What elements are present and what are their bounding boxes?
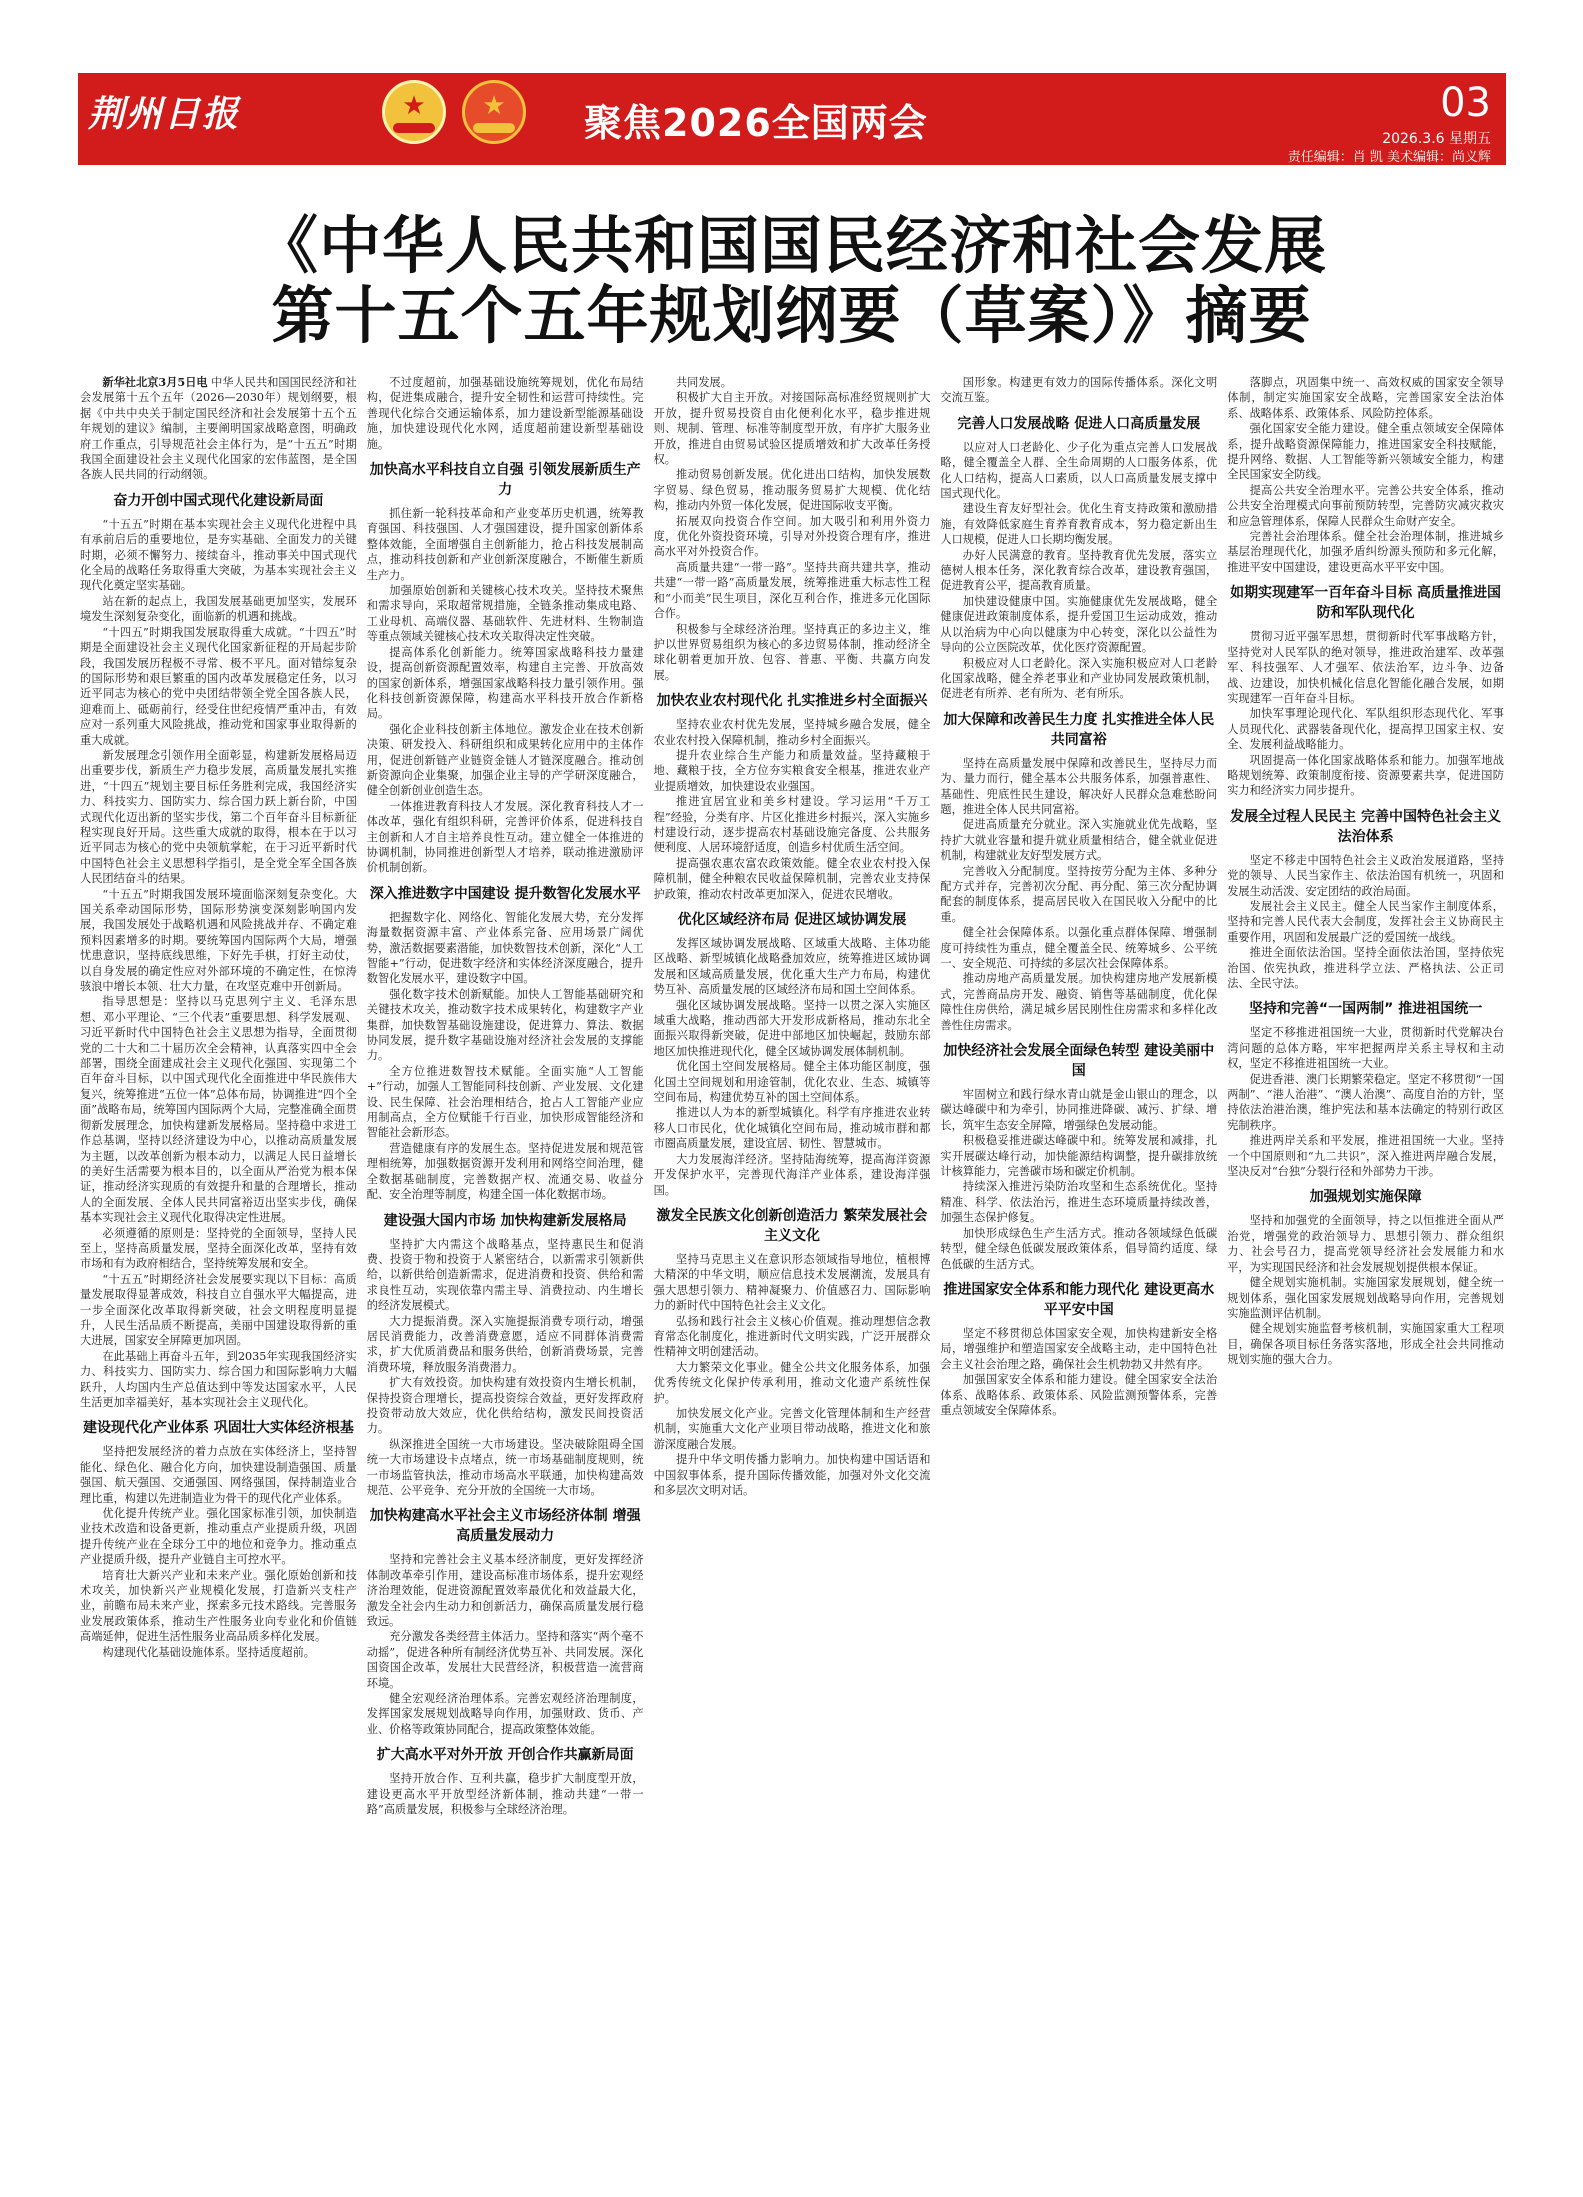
headline-line-1: 《中华人民共和国国民经济和社会发展 bbox=[255, 209, 1327, 282]
paragraph-text: 积极参与全球经济治理。坚持真正的多边主义，维护以世界贸易组织为核心的多边贸易体制，推动经济全球化朝着更加开放、包容、普惠、平衡、共赢方向发展。 bbox=[653, 622, 931, 682]
paragraph bbox=[654, 1152, 931, 1198]
paragraph bbox=[940, 1372, 1217, 1418]
paragraph bbox=[80, 625, 357, 748]
section-title: 聚焦2026全国两会 bbox=[584, 101, 928, 145]
paragraph-text: 促进高质量充分就业。深入实施就业优先战略，坚持扩大就业容量和提升就业质量相结合，健全就业促进机制，构建就业友好型发展方式。 bbox=[940, 818, 1218, 863]
national-emblem-icon: ★ bbox=[382, 80, 446, 144]
paragraph bbox=[367, 987, 644, 1064]
paragraph-text: 强化数字技术创新赋能。加快人工智能基础研究和关键技术攻关，推动数字技术成果转化，构建数字产业集群，加快数智基础设施建设，促进算力、算法、数据协同发展，提升数字基础设施对经济社会发展的支撑能力。 bbox=[366, 987, 644, 1063]
paragraph-text: 大力提振消费。深入实施提振消费专项行动，增强居民消费能力，改善消费意愿，适应不同群体消费需求，扩大优质消费品和服务供给，创新消费场景，完善消费环境，释放服务消费潜力。 bbox=[366, 1314, 644, 1374]
paragraph-text: 强化企业科技创新主体地位。激发企业在技术创新决策、研发投入、科研组织和成果转化应用中的主体作用，促进创新链产业链资金链人才链深度融合。推动创新资源向企业集聚，加强企业主导的产学研深度融合，健全创新创业创造生态。 bbox=[366, 722, 644, 798]
section-heading: 建设强大国内市场 加快构建新发展格局 bbox=[383, 1212, 627, 1229]
paragraph-text: 全方位推进数智技术赋能。全面实施“人工智能+”行动，加强人工智能同科技创新、产业发展、文化建设、民生保障、社会治理相结合，抢占人工智能产业应用制高点，全方位赋能千行百业，加快形成智能经济和智能社会新形态。 bbox=[366, 1064, 644, 1140]
paragraph-text: 贯彻习近平强军思想，贯彻新时代军事战略方针，坚持党对人民军队的绝对领导，推进政治建军、改革强军、科技强军、人才强军、依法治军，边斗争、边备战、边建设，加快机械化信息化智能化融合发展，如期实现建军一百年奋斗目标。 bbox=[1227, 630, 1504, 705]
paragraph-text: 落脚点，巩固集中统一、高效权威的国家安全领导体制，制定实施国家安全战略，完善国家安全法治体系、战略体系、政策体系、风险防控体系。 bbox=[1227, 376, 1504, 420]
paragraph bbox=[654, 1059, 931, 1105]
paragraph-text: 营造健康有序的发展生态。坚持促进发展和规范管理相统筹，加强数据资源开发利用和网络空间治理，健全数据基础制度，完善数据产权、流通交易、收益分配、安全治理等制度，构建全国一体化数据市场。 bbox=[366, 1141, 644, 1202]
paragraph bbox=[367, 645, 644, 722]
paragraph-text: 办好人民满意的教育。坚持教育优先发展，落实立德树人根本任务，深化教育综合改革，建设教育强国，促进教育公平，提高教育质量。 bbox=[940, 548, 1218, 593]
section-heading: 建设现代化产业体系 巩固壮大实体经济根基 bbox=[82, 1420, 354, 1437]
paragraph bbox=[367, 1691, 644, 1737]
paragraph bbox=[367, 506, 644, 583]
paragraph-text: 大力繁荣文化事业。健全公共文化服务体系，加强优秀传统文化保护传承利用，推动文化遗产系统性保护。 bbox=[653, 1360, 931, 1405]
article-column bbox=[940, 375, 1217, 2185]
paragraph bbox=[1227, 945, 1504, 991]
paragraph bbox=[940, 756, 1217, 818]
paragraph bbox=[940, 440, 1217, 502]
paragraph bbox=[367, 375, 644, 452]
paragraph bbox=[1227, 706, 1504, 752]
paragraph bbox=[1227, 1275, 1504, 1321]
paragraph bbox=[367, 1552, 644, 1629]
section-heading: 激发全民族文化创新创造活力 繁荣发展社会主义文化 bbox=[656, 1207, 928, 1244]
paragraph bbox=[654, 936, 931, 998]
paragraph-text: “十四五”时期我国发展取得重大成就。“十四五”时期是全面建设社会主义现代化国家新征程的开局起步阶段，我国发展历程极不寻常、极不平凡。面对错综复杂的国际形势和艰巨繁重的国内改革发展稳定任务，以习近平同志为核心的党中央团结带领全党全国各族人民，迎难而上、砥砺前行，经受住世纪疫情严重冲击，有效应对一系列重大风险挑战，推动党和国家事业取得新的重大成就。 bbox=[80, 625, 357, 747]
paragraph-text: 以应对人口老龄化、少子化为重点完善人口发展战略，健全覆盖全人群、全生命周期的人口服务体系，优化人口结构，提高人口素质，以人口高质量发展支撑中国式现代化。 bbox=[940, 440, 1218, 501]
paragraph-text: 加强国家安全体系和能力建设。健全国家安全法治体系、战略体系、政策体系、风险监测预警体系，完善重点领域安全保障体系。 bbox=[940, 1373, 1218, 1417]
paragraph-text: 完善社会治理体系。健全社会治理体制，推进城乡基层治理现代化，加强矛盾纠纷源头预防和多元化解，推进平安中国建设，建设更高水平平安中国。 bbox=[1227, 530, 1504, 574]
paragraph bbox=[1227, 1321, 1504, 1367]
paragraph bbox=[654, 467, 931, 513]
paragraph-text: 弘扬和践行社会主义核心价值观。推动理想信念教育常态化制度化，推进新时代文明实践，广泛开展群众性精神文明创建活动。 bbox=[653, 1314, 931, 1359]
paragraph-text: 中华人民共和国国民经济和社会发展第十五个五年（2026—2030年）规划纲要，根据《中共中央关于制定国民经济和社会发展第十五个五年规划的建议》编制，主要阐明国家战略意图，明确政府工作重点，引导规范社会主体行为，是“十五五”时期我国全面建设社会主义现代化国家的宏伟蓝图，是全国各族人民共同的行动纲领。 bbox=[80, 376, 357, 482]
paragraph-text: 健全规划实施监督考核机制，实施国家重大工程项目，确保各项目标任务落实落地，形成全社会共同推动规划实施的强大合力。 bbox=[1227, 1322, 1504, 1367]
paragraph bbox=[367, 1629, 644, 1691]
paragraph bbox=[1227, 1072, 1504, 1134]
article-column bbox=[80, 375, 357, 2185]
paragraph bbox=[80, 1506, 357, 1568]
paragraph bbox=[1227, 629, 1504, 706]
paragraph bbox=[940, 1326, 1217, 1372]
paragraph-text: 在此基础上再奋斗五年，到2035年实现我国经济实力、科技实力、国防实力、综合国力和国际影响力大幅跃升，人均国内生产总值达到中等发达国家水平，人民生活更加幸福美好，基本实现社会主义现代化。 bbox=[80, 1349, 357, 1409]
paragraph-text: 发挥区域协调发展战略、区域重大战略、主体功能区战略、新型城镇化战略叠加效应，统筹推进区域协调发展和区域高质量发展，优化重大生产力布局，构建优势互补、高质量发展的区域经济布局和国土空间体系。 bbox=[653, 937, 931, 997]
paragraph bbox=[654, 1314, 931, 1360]
paragraph-text: 加快形成绿色生产生活方式。推动各领域绿色低碳转型，健全绿色低碳发展政策体系，倡导简约适度、绿色低碳的生活方式。 bbox=[940, 1226, 1218, 1271]
section-heading: 完善人口发展战略 促进人口高质量发展 bbox=[957, 415, 1201, 432]
paragraph-text: 提升农业综合生产能力和质量效益。坚持藏粮于地、藏粮于技，全方位夯实粮食安全根基，推进农业产业提质增效，加快建设农业强国。 bbox=[653, 748, 931, 793]
paragraph-text: 加快建设健康中国。实施健康优先发展战略，健全健康促进政策制度体系，提升爱国卫生运动成效，推动从以治病为中心向以健康为中心转变，深化以公益性为导向的公立医院改革，优化医疗资源配置。 bbox=[940, 594, 1218, 655]
paragraph bbox=[80, 517, 357, 594]
paragraph-text: 健全规划实施机制。实施国家发展规划，健全统一规划体系，强化国家发展规划战略导向作用，完善规划实施监测评估机制。 bbox=[1227, 1276, 1504, 1320]
paragraph bbox=[654, 748, 931, 794]
paragraph-text: 完善收入分配制度。坚持按劳分配为主体、多种分配方式并存，完善初次分配、再分配、第三次分配协调配套的制度体系，提高居民收入在国民收入分配中的比重。 bbox=[940, 864, 1218, 924]
paragraph-text: 积极应对人口老龄化。深入实施积极应对人口老龄化国家战略，健全养老事业和产业协同发展政策机制，促进老有所养、老有所为、老有所乐。 bbox=[940, 656, 1218, 701]
paragraph bbox=[940, 971, 1217, 1033]
paragraph bbox=[940, 864, 1217, 926]
section-heading: 奋力开创中国式现代化建设新局面 bbox=[113, 492, 324, 509]
paragraph bbox=[80, 887, 357, 995]
paragraph-text: 纵深推进全国统一大市场建设。坚决破除阻碍全国统一大市场建设卡点堵点，统一市场基础制度规则，统一市场监管执法，推动市场高水平联通，加快构建高效规范、公平竞争、充分开放的全国统一大市场。 bbox=[366, 1437, 644, 1497]
section-heading: 优化区域经济布局 促进区域协调发展 bbox=[677, 912, 907, 928]
paragraph-text: 培育壮大新兴产业和未来产业。强化原始创新和技术攻关，加快新兴产业规模化发展，打造新兴支柱产业，前瞻布局未来产业，探索多元技术路线。完善服务业发展政策体系，推动生产性服务业向专业化和价值链高端延伸，促进生活性服务业高品质多样化发展。 bbox=[80, 1568, 357, 1644]
section-heading: 如期实现建军一百年奋斗目标 高质量推进国防和军队现代化 bbox=[1230, 585, 1502, 622]
paragraph bbox=[80, 1645, 357, 1660]
paragraph-text: 持续深入推进污染防治攻坚和生态系统优化。坚持精准、科学、依法治污，推进生态环境质量持续改善，加强生态保护修复。 bbox=[940, 1180, 1218, 1225]
paragraph bbox=[940, 548, 1217, 594]
paragraph bbox=[80, 375, 357, 483]
paragraph bbox=[654, 856, 931, 902]
paragraph bbox=[1227, 753, 1504, 799]
paragraph bbox=[654, 1406, 931, 1452]
paragraph bbox=[654, 717, 931, 748]
paragraph-text: 优化国土空间发展格局。健全主体功能区制度，强化国土空间规划和用途管制，优化农业、生态、城镇等空间布局，构建优势互补的国土空间体系。 bbox=[653, 1060, 931, 1105]
paragraph bbox=[1227, 899, 1504, 945]
paragraph-text: 抓住新一轮科技革命和产业变革历史机遇，统筹教育强国、科技强国、人才强国建设，提升国家创新体系整体效能，全面增强自主创新能力，抢占科技发展制高点，推动科技创新和产业创新深度融合，不断催生新质生产力。 bbox=[366, 507, 644, 582]
issue-date: 2026.3.6 星期五 bbox=[1382, 131, 1491, 147]
paragraph bbox=[940, 1087, 1217, 1133]
paragraph-text: 坚定不移贯彻总体国家安全观，加快构建新安全格局，增强维护和塑造国家安全战略主动，走中国特色社会主义社会治理之路，确保社会生机勃勃又井然有序。 bbox=[940, 1326, 1218, 1371]
article-column bbox=[1227, 375, 1504, 2185]
section-heading: 加快经济社会发展全面绿色转型 建设美丽中国 bbox=[943, 1043, 1215, 1080]
paragraph bbox=[367, 1064, 644, 1141]
section-heading: 加强规划实施保障 bbox=[1309, 1189, 1422, 1206]
paragraph bbox=[654, 514, 931, 560]
section-heading: 发展全过程人民民主 完善中国特色社会主义法治体系 bbox=[1230, 808, 1502, 845]
article-body bbox=[80, 375, 1504, 2185]
paragraph-text: 必须遵循的原则是：坚持党的全面领导，坚持人民至上，坚持高质量发展，坚持全面深化改革，坚持有效市场和有为政府相结合，坚持统筹发展和安全。 bbox=[80, 1226, 357, 1271]
paragraph-text: 健全社会保障体系。以强化重点群体保障、增强制度可持续性为重点，健全覆盖全民、统筹城乡、公平统一、安全规范、可持续的多层次社会保障体系。 bbox=[940, 926, 1218, 970]
paragraph-text: 坚持在高质量发展中保障和改善民生，坚持尽力而为、量力而行，健全基本公共服务体系，加强普惠性、基础性、兜底性民生建设，解决好人民群众急难愁盼问题，推进全体人民共同富裕。 bbox=[940, 756, 1218, 816]
paragraph bbox=[80, 1226, 357, 1272]
dateline: 新华社北京3月5日电 bbox=[102, 375, 208, 389]
paragraph bbox=[1227, 1213, 1504, 1275]
paragraph bbox=[80, 594, 357, 625]
paragraph bbox=[367, 583, 644, 645]
paragraph-text: “十五五”时期在基本实现社会主义现代化进程中具有承前启后的重要地位，是夯实基础、全面发力的关键时期，必须不懈努力、接续奋斗，推动事关中国式现代化全局的战略任务取得重大突破，为基本实现社会主义现代化奠定坚实基础。 bbox=[80, 517, 357, 593]
paragraph bbox=[367, 799, 644, 876]
section-heading: 加快农业农村现代化 扎实推进乡村全面振兴 bbox=[656, 693, 928, 710]
paragraph bbox=[940, 656, 1217, 702]
paragraph-text: 强化区域协调发展战略。坚持一以贯之深入实施区域重大战略，推动西部大开发形成新格局，推动东北全面振兴取得新突破，促进中部地区加快崛起，鼓励东部地区加快推进现代化，健全区域协调发展体制机制。 bbox=[653, 998, 931, 1058]
article-column bbox=[367, 375, 644, 2185]
paragraph-text: 推进两岸关系和平发展，推进祖国统一大业。坚持一个中国原则和“九二共识”，深入推进两岸融合发展，坚决反对“台独”分裂行径和外部势力干涉。 bbox=[1227, 1134, 1504, 1179]
newspaper-logo: 荆州日报 bbox=[88, 93, 241, 135]
paragraph bbox=[367, 1375, 644, 1437]
paragraph-text: 加快发展文化产业。完善文化管理体制和生产经营机制，实施重大文化产业项目带动战略，推进文化和旅游深度融合发展。 bbox=[653, 1406, 931, 1451]
paragraph-text: 坚持扩大内需这个战略基点，坚持惠民生和促消费、投资于物和投资于人紧密结合，以新需求引领新供给，以新供给创造新需求，促进消费和投资、供给和需求良性互动，实现依靠内需主导、消费拉动、内生增长的经济发展模式。 bbox=[366, 1237, 644, 1313]
paragraph-text: 大力发展海洋经济。坚持陆海统筹，提高海洋资源开发保护水平，完善现代海洋产业体系，建设海洋强国。 bbox=[653, 1152, 931, 1197]
paragraph bbox=[654, 998, 931, 1060]
paragraph-text: 优化提升传统产业。强化国家标准引领，加快制造业技术改造和设备更新，推动重点产业提质升级，巩固提升传统产业在全球分工中的地位和竞争力。推动重点产业提质升级，提升产业链自主可控水平。 bbox=[80, 1507, 357, 1567]
paragraph-text: 加强原始创新和关键核心技术攻关。坚持技术聚焦和需求导向，采取超常规措施，全链条推动集成电路、工业母机、高端仪器、基础软件、先进材料、生物制造等重点领域关键核心技术攻关取得决定性突破。 bbox=[366, 584, 644, 644]
paragraph bbox=[367, 722, 644, 799]
cppcc-emblem-icon: ★ bbox=[462, 80, 526, 144]
headline-line-2: 第十五个五年规划纲要（草案）》摘要 bbox=[271, 279, 1312, 352]
paragraph-text: 坚持开放合作、互利共赢，稳步扩大制度型开放，建设更高水平开放型经济新体制，推动共建“一带一路”高质量发展，积极参与全球经济治理。 bbox=[366, 1772, 644, 1817]
paragraph-text: 充分激发各类经营主体活力。坚持和落实“两个毫不动摇”，促进各种所有制经济优势互补、共同发展。深化国资国企改革，发展壮大民营经济，积极营造一流营商环境。 bbox=[366, 1630, 644, 1690]
paragraph bbox=[654, 560, 931, 622]
paragraph-text: 提升中华文明传播力影响力。加快构建中国话语和中国叙事体系，提升国际传播效能，加强对外文化交流和多层次文明对话。 bbox=[653, 1453, 931, 1497]
paragraph-text: 加快军事理论现代化、军队组织形态现代化、军事人员现代化、武器装备现代化，提高捍卫国家主权、安全、发展利益战略能力。 bbox=[1227, 707, 1504, 752]
paragraph bbox=[940, 1133, 1217, 1179]
paragraph bbox=[654, 794, 931, 856]
paragraph bbox=[1227, 483, 1504, 529]
paragraph-text: 指导思想是：坚持以马克思列宁主义、毛泽东思想、邓小平理论、“三个代表”重要思想、科学发展观、习近平新时代中国特色社会主义思想为指导，全面贯彻党的二十大和二十届历次全会精神，认真落实四中全会部署，围绕全面建成社会主义现代化强国、实现第二个百年奋斗目标，以中国式现代化全面推进中华民族伟大复兴，统筹推进“五位一体”总体布局，协调推进“四个全面”战略布局，统筹国内国际两个大局，完整准确全面贯彻新发展理念，加快构建新发展格局。坚持稳中求进工作总基调，坚持以经济建设为中心，以推动高质量发展为主题，以改革创新为根本动力，以满足人民日益增长的美好生活需要为根本目的，以全面从严治党为根本保证，推动经济实现质的有效提升和量的合理增长，推动人的全面发展、全体人民共同富裕迈出坚实步伐，确保基本实现社会主义现代化取得决定性进展。 bbox=[80, 995, 357, 1225]
section-heading: 加快构建高水平社会主义市场经济体制 增强高质量发展动力 bbox=[369, 1508, 641, 1545]
paragraph bbox=[1227, 529, 1504, 575]
paragraph-text: 坚持把发展经济的着力点放在实体经济上，坚持智能化、绿色化、融合化方向，加快建设制造强国、质量强国、航天强国、交通强国、网络强国，保持制造业合理比重，构建以先进制造业为骨干的现代化产业体系。 bbox=[80, 1445, 357, 1505]
paragraph bbox=[654, 1105, 931, 1151]
section-heading: 深入推进数字中国建设 提升数智化发展水平 bbox=[369, 885, 641, 902]
paragraph bbox=[654, 375, 931, 390]
paragraph-text: 坚定不移推进祖国统一大业，贯彻新时代党解决台湾问题的总体方略，牢牢把握两岸关系主导权和主动权，坚定不移推进祖国统一大业。 bbox=[1227, 1026, 1504, 1071]
paragraph bbox=[1227, 1133, 1504, 1179]
paragraph bbox=[654, 622, 931, 684]
paragraph bbox=[940, 925, 1217, 971]
paragraph bbox=[940, 1179, 1217, 1225]
section-heading: 加大保障和改善民生力度 扎实推进全体人民共同富裕 bbox=[943, 711, 1215, 748]
paragraph-text: 巩固提高一体化国家战略体系和能力。加强军地战略规划统筹、政策制度衔接、资源要素共享，促进国防实力和经济实力同步提升。 bbox=[1227, 753, 1504, 798]
paragraph-text: 推进全面依法治国。坚持全面依法治国，坚持依宪治国、依宪执政，推进科学立法、严格执法、公正司法、全民守法。 bbox=[1227, 946, 1504, 990]
paragraph bbox=[80, 1349, 357, 1411]
paragraph bbox=[940, 1226, 1217, 1272]
paragraph bbox=[654, 1252, 931, 1314]
paragraph bbox=[367, 1771, 644, 1817]
section-heading: 坚持和完善“一国两制” 推进祖国统一 bbox=[1248, 1001, 1483, 1018]
paragraph-text: 建设生育友好型社会。优化生育支持政策和激励措施，有效降低家庭生育养育教育成本，努力稳定新出生人口规模，促进人口长期均衡发展。 bbox=[940, 502, 1218, 547]
paragraph bbox=[1227, 1025, 1504, 1071]
paragraph-text: 发展社会主义民主。健全人民当家作主制度体系，坚持和完善人民代表大会制度，发挥社会主义协商民主重要作用，巩固和发展最广泛的爱国统一战线。 bbox=[1227, 899, 1504, 944]
paragraph bbox=[654, 1360, 931, 1406]
paragraph-text: 高质量共建“一带一路”。坚持共商共建共享，推动共建“一带一路”高质量发展，统筹推进重大标志性工程和“小而美”民生项目，深化互利合作，推进多元化国际合作。 bbox=[653, 560, 931, 621]
paragraph-text: 把握数字化、网络化、智能化发展大势，充分发挥海量数据资源丰富、产业体系完备、应用场景广阔优势，激活数据要素潜能，加快数智技术创新，深化“人工智能+”行动，促进数字经济和实体经济深度融合，提升数智化发展水平，建设数字中国。 bbox=[366, 910, 644, 986]
paragraph-text: 提高公共安全治理水平。完善公共安全体系，推动公共安全治理模式向事前预防转型，完善防灾减灾救灾和应急管理体系，保障人民群众生命财产安全。 bbox=[1227, 483, 1504, 528]
paragraph bbox=[940, 594, 1217, 656]
paragraph-text: 推动贸易创新发展。优化进出口结构，加快发展数字贸易、绿色贸易，推动服务贸易扩大规模、优化结构，推动内外贸一体化发展，促进国际收支平衡。 bbox=[653, 468, 931, 513]
section-heading: 推进国家安全体系和能力现代化 建设更高水平平安中国 bbox=[943, 1281, 1215, 1318]
paragraph bbox=[654, 1452, 931, 1498]
paragraph bbox=[1227, 421, 1504, 483]
paragraph bbox=[940, 817, 1217, 863]
paragraph-text: 强化国家安全能力建设。健全重点领域安全保障体系，提升战略资源保障能力，推进国家安全科技赋能，提升网络、数据、人工智能等新兴领域安全能力，构建全民国家安全防线。 bbox=[1227, 422, 1504, 482]
paragraph bbox=[1227, 853, 1504, 899]
paragraph-text: 坚持和完善社会主义基本经济制度，更好发挥经济体制改革牵引作用，建设高标准市场体系，提升宏观经济治理效能，促进资源配置效率最优化和效益最大化，激发全社会内生动力和创新活力，确保高质量发展行稳致远。 bbox=[366, 1553, 644, 1629]
paragraph bbox=[80, 1444, 357, 1506]
paragraph bbox=[654, 390, 931, 467]
section-heading: 扩大高水平对外开放 开创合作共赢新局面 bbox=[376, 1747, 634, 1764]
paragraph bbox=[80, 1568, 357, 1645]
paragraph-text: 拓展双向投资合作空间。加大吸引和利用外资力度，优化外资投资环境，引导对外投资合理有序，推进高水平对外投资合作。 bbox=[653, 514, 931, 559]
paragraph-text: 坚持农业农村优先发展，坚持城乡融合发展，健全农业农村投入保障机制，推动乡村全面振兴。 bbox=[653, 718, 931, 747]
paragraph bbox=[367, 1437, 644, 1499]
paragraph-text: 共同发展。 bbox=[675, 376, 732, 389]
paragraph-text: 国形象。构建更有效力的国际传播体系。深化文明交流互鉴。 bbox=[940, 376, 1218, 405]
paragraph-text: 不过度超前，加强基础设施统筹规划，优化布局结构，促进集成融合，提升安全韧性和运营可持续性。完善现代化综合交通运输体系，加力建设新型能源基础设施，加快建设现代化水网，适度超前建设新型基础设施。 bbox=[366, 376, 644, 451]
paragraph-text: 一体推进教育科技人才发展。深化教育科技人才一体改革，强化有组织科研，完善评价体系，促进科技自主创新和人才自主培养良性互动。建立健全一体推进的协调机制，协同推进创新型人才培养，联动推进激励评价机制创新。 bbox=[366, 799, 644, 875]
paragraph-text: 促进香港、澳门长期繁荣稳定。坚定不移贯彻“一国两制”、“港人治港”、“澳人治澳”、高度自治的方针，坚持依法治港治澳，维护宪法和基本法确定的特别行政区宪制秩序。 bbox=[1227, 1072, 1504, 1132]
paragraph-text: 站在新的起点上，我国发展基础更加坚实，发展环境发生深刻复杂变化，面临新的机遇和挑战。 bbox=[80, 594, 357, 624]
paragraph-text: 新发展理念引领作用全面彰显，构建新发展格局迈出重要步伐，新质生产力稳步发展，高质量发展扎实推进，“十四五”规划主要目标任务胜利完成，我国经济实力、科技实力、国防实力、综合国力跃上新台阶，中国式现代化迈出新的坚实步伐，第二个百年奋斗目标新征程实现良好开局。这些重大成就的取得，根本在于以习近平同志为核心的党中央领航掌舵，在于习近平新时代中国特色社会主义思想科学指引，是全党全军全国各族人民团结奋斗的结果。 bbox=[80, 748, 357, 886]
section-heading: 加快高水平科技自立自强 引领发展新质生产力 bbox=[369, 462, 641, 499]
paragraph bbox=[367, 1314, 644, 1376]
paragraph bbox=[1227, 375, 1504, 421]
paragraph bbox=[367, 1141, 644, 1203]
paragraph-text: “十五五”时期我国发展环境面临深刻复杂变化。大国关系牵动国际形势，国际形势演变深刻影响国内发展，我国发展处于战略机遇和风险挑战并存、不确定难预料因素增多的时期。要统筹国内国际两个大局，增强忧患意识，坚持底线思维，下好先手棋，打好主动仗，以自身发展的确定性应对外部环境的不确定性，在惊涛骇浪中增长本领、壮大力量，在攻坚克难中开创新局。 bbox=[80, 887, 357, 994]
paragraph-text: 坚定不移走中国特色社会主义政治发展道路，坚持党的领导、人民当家作主、依法治国有机统一，巩固和发展生动活泼、安定团结的政治局面。 bbox=[1227, 853, 1504, 898]
paragraph-text: “十五五”时期经济社会发展要实现以下目标：高质量发展取得显著成效，科技自立自强水平大幅提高，进一步全面深化改革取得新突破，社会文明程度明显提升，人民生活品质不断提高，美丽中国建设取得新的重大进展，国家安全屏障更加巩固。 bbox=[80, 1272, 357, 1348]
paragraph bbox=[940, 501, 1217, 547]
paragraph-text: 推进宜居宜业和美乡村建设。学习运用“千万工程”经验，分类有序、片区化推进乡村振兴，深入实施乡村建设行动，逐步提高农村基础设施完备度、公共服务便利度、人居环境舒适度，创造乡村优质生活空间。 bbox=[653, 795, 931, 855]
paragraph bbox=[80, 748, 357, 887]
paragraph-text: 牢固树立和践行绿水青山就是金山银山的理念，以碳达峰碳中和为牵引，协同推进降碳、减污、扩绿、增长，筑牢生态安全屏障，增强绿色发展动能。 bbox=[940, 1088, 1218, 1132]
paragraph bbox=[940, 375, 1217, 406]
paragraph-text: 构建现代化基础设施体系。坚持适度超前。 bbox=[102, 1645, 315, 1659]
paragraph-text: 健全宏观经济治理体系。完善宏观经济治理制度，发挥国家发展规划战略导向作用，加强财政、货币、产业、价格等政策协同配合，提高政策整体效能。 bbox=[366, 1692, 644, 1736]
paragraph-text: 推动房地产高质量发展。加快构建房地产发展新模式，完善商品房开发、融资、销售等基础制度，优化保障性住房供给，满足城乡居民刚性住房需求和多样化改善性住房需求。 bbox=[940, 972, 1218, 1032]
paragraph-text: 提高强农惠农富农政策效能。健全农业农村投入保障机制，健全种粮农民收益保障机制，完善农业支持保护政策，推动农村改革更加深入，促进农民增收。 bbox=[653, 856, 931, 901]
paragraph-text: 积极扩大自主开放。对接国际高标准经贸规则扩大开放，提升贸易投资自由化便利化水平，稳步推进规则、规制、管理、标准等制度型开放，有序扩大服务业开放，推进自由贸易试验区提质增效和扩大改革任务授权。 bbox=[653, 391, 931, 467]
paragraph-text: 提高体系化创新能力。统筹国家战略科技力量建设，提高创新资源配置效率，构建自主完善、开放高效的国家创新体系，增强国家战略科技力量引领作用。强化科技创新资源保障，构建高水平科技开放合作新格局。 bbox=[366, 645, 644, 721]
paragraph-text: 坚持和加强党的全面领导，持之以恒推进全面从严治党，增强党的政治领导力、思想引领力、群众组织力、社会号召力，提高党领导经济社会发展能力和水平，为实现国民经济和社会发展规划提供根本保证。 bbox=[1227, 1214, 1504, 1274]
paragraph-text: 扩大有效投资。加快构建有效投资内生增长机制，保持投资合理增长，提高投资综合效益，更好发挥政府投资带动放大效应，优化供给结构，激发民间投资活力。 bbox=[366, 1376, 644, 1436]
paragraph bbox=[80, 994, 357, 1225]
paragraph-text: 积极稳妥推进碳达峰碳中和。统筹发展和减排，扎实开展碳达峰行动，加快能源结构调整，提升碳排放统计核算能力，完善碳市场和碳定价机制。 bbox=[940, 1134, 1218, 1179]
page-number: 03 bbox=[1440, 80, 1491, 126]
paragraph bbox=[80, 1272, 357, 1349]
paragraph bbox=[367, 1237, 644, 1314]
article-column bbox=[654, 375, 931, 2185]
paragraph-text: 推进以人为本的新型城镇化。科学有序推进农业转移人口市民化，优化城镇化空间布局，推动城市群和都市圈高质量发展，建设宜居、韧性、智慧城市。 bbox=[653, 1106, 931, 1151]
editor-credits: 责任编辑：肖 凯 美术编辑：尚义辉 bbox=[1287, 150, 1491, 165]
paragraph bbox=[367, 910, 644, 987]
paragraph-text: 坚持马克思主义在意识形态领域指导地位，植根博大精深的中华文明，顺应信息技术发展潮流，发展具有强大思想引领力、精神凝聚力、价值感召力、国际影响力的新时代中国特色社会主义文化。 bbox=[653, 1252, 931, 1313]
